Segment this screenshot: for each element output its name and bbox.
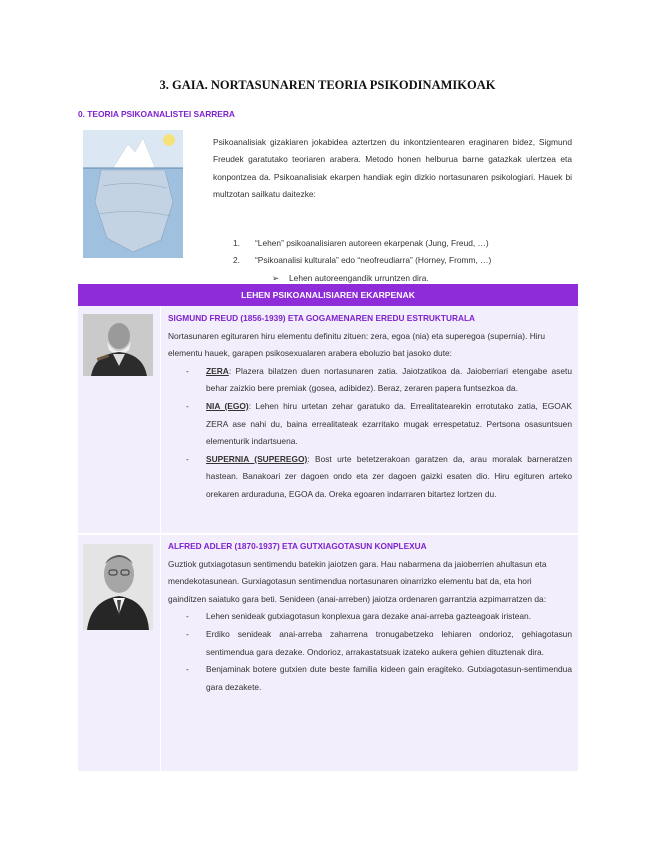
list-sub-text: Lehen autoreengandik urruntzen dira.	[289, 272, 429, 283]
dash-bullet: -	[186, 611, 189, 622]
list-text: “Psikoanalisi kulturala” edo “neofreudiarra” (Horney, Fromm, …)	[255, 255, 492, 266]
list-item	[213, 252, 572, 269]
list-number: 2.	[233, 255, 240, 266]
list-text	[206, 451, 572, 504]
document-title: 3. GAIA. NORTASUNAREN TEORIA PSIKODINAMIKOAK	[159, 78, 496, 92]
list-text: Lehen senideak gutxiagotasun konplexua gara dezake anai-arreba gazteagoak iristean.	[206, 611, 531, 622]
freud-cell	[168, 310, 572, 504]
adler-cell	[168, 538, 572, 696]
dash-bullet: -	[186, 453, 189, 464]
freud-portrait-photo	[83, 314, 153, 376]
list-item	[168, 363, 572, 398]
table-header: LEHEN PSIKOANALISIAREN EKARPENAK	[78, 284, 578, 306]
term-description: : Plazera bilatzen duen nortasunaren zatia. Jaiotzatikoa da. Jaioberriari etengabe asetu behar zaizkio bere premiak (gosea, adibidez). Beraz, zeraren papera funtsezkoa da.	[206, 365, 572, 394]
list-item	[168, 608, 572, 626]
dash-bullet: -	[186, 628, 189, 639]
list-text: Benjaminak botere gutxien dute beste familia kideen gain eragiteko. Gutxiagotasun-sentimendua gara dezakete.	[206, 664, 572, 692]
arrow-bullet-icon: ➢	[272, 272, 280, 283]
term-zera: ZERA	[206, 365, 229, 376]
list-item	[168, 451, 572, 504]
freud-intro: Nortasunaren egituraren hiru elementu definitu zituen: zera, egoa (nia) eta superegoa (supernia). Hiru elementu hauek, garapen psikosexualaren arabera eboluzio bat jasoko dute:	[168, 330, 546, 359]
dash-bullet: -	[186, 400, 189, 411]
intro-text: Psikoanalisiak gizakiaren jokabidea aztertzen du inkontzientearen eraginaren bidez, Sigmund Freudek garatutako teoriaren arabera. Metodo honen helburua barne gatazkak ulertzea eta konpontzea da. Psikoanalisiak ekarpen handiak egin dizkio nortasunaren psikologiari. Hauek bi multzotan sailkatu daitezke:	[213, 137, 572, 200]
iceberg-illustration	[83, 130, 183, 258]
adler-intro: Guztiok gutxiagotasun sentimendu batekin jaiotzen gara. Hau nabarmena da jaioberrien ahultasun eta mendekotasunean. Gurxiagotasun sentimendua nortasunaren oinarrizko elementu bat da, eta hori gainditzen saiatuko gara beti. Senideen (anai-arreben) jaiotza ordenaren garrantzia azpimarratzen da:	[168, 558, 547, 604]
list-text: Erdiko senideak anai-arreba zaharrena tronugabetzeko lehiaren ondorioz, gehiagotasun sentimendua gara dezake. Ondorioz, arrakastatsuak izateko aukera gehien dituztenak dira.	[206, 628, 572, 657]
term-supernia: SUPERNIA (SUPEREGO)	[206, 453, 308, 464]
dash-bullet: -	[186, 664, 189, 675]
list-text: “Lehen” psikoanalisiaren autoreen ekarpenak (Jung, Freud, …)	[255, 238, 489, 248]
intro-paragraph	[213, 134, 572, 204]
table-row-freud	[78, 306, 578, 533]
list-text	[206, 398, 572, 451]
term-nia: NIA (EGO)	[206, 400, 249, 411]
section-heading: 0. TEORIA PSIKOANALISTEI SARRERA	[78, 109, 235, 119]
dash-bullet: -	[186, 365, 189, 376]
list-item	[168, 626, 572, 661]
contributions-table	[78, 284, 578, 770]
table-row-adler	[78, 534, 578, 771]
column-divider	[160, 306, 161, 533]
column-divider	[160, 535, 161, 771]
adler-heading: ALFRED ADLER (1870-1937) ETA GUTXIAGOTASUN KONPLEXUA	[168, 541, 427, 551]
term-description: : Bost urte betetzerakoan garatzen da, arau moralak barneratzen hastean. Banakoari zer dagoen ondo eta zer dagoen gaizki esaten dio. Hiru egituren arteko orekaren arduraduna, EGOA da. Oreka egoaren indarraren bitartez lortzen du.	[206, 453, 572, 499]
freud-heading: SIGMUND FREUD (1856-1939) ETA GOGAMENAREN EREDU ESTRUKTURALA	[168, 313, 476, 323]
adler-portrait-photo	[83, 544, 153, 630]
term-description: : Lehen hiru urtetan zehar garatuko da. Errealitatearekin errotutako zatia, EGOAK ZERA ase nahi du, baina errealitateak ezarritako mugak errespetatuz. Pertsona osasuntsuen elementurik indartsuena.	[206, 400, 572, 447]
list-number: 1.	[233, 238, 240, 248]
list-item	[168, 398, 572, 451]
intro-list	[213, 235, 572, 287]
list-item	[213, 235, 572, 252]
list-item	[168, 661, 572, 696]
list-text	[206, 363, 572, 398]
